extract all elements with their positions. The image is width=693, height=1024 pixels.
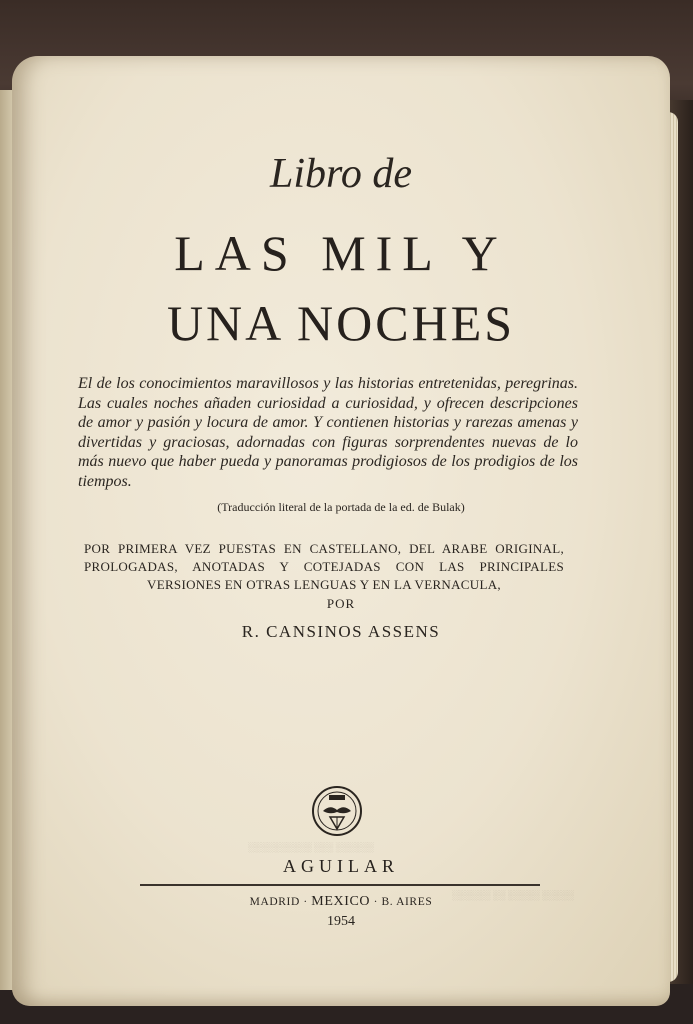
city-madrid: MADRID — [249, 896, 300, 908]
publication-year: 1954 — [327, 914, 355, 929]
publisher-name: AGUILAR — [283, 856, 399, 876]
publisher-emblem-icon — [310, 784, 364, 838]
divider-rule — [140, 884, 540, 886]
title-line-2: UNA NOCHES — [166, 295, 516, 351]
title-line-1: LAS MIL Y — [174, 225, 508, 281]
author-name: R. CANSINOS ASSENS — [241, 622, 441, 641]
translation-note: (Traducción literal de la portada de la ed. de Bulak) — [217, 500, 465, 514]
city-buenos-aires: B. AIRES — [381, 896, 433, 908]
description-text: El de los conocimientos maravillosos y las historias entretenidas, peregrinas. Las cuales noches añaden curiosidad a curiosidad, y ofrecen descripciones de amor y pasión y locura de amor. Y contienen historias y rarezas amenas y divertidas y graciosas, adornadas con figuras sorprendentes nuevas de lo más nuevo que haber pueda y panoramas prodigiosos de los prodigios de los tiempos. — [78, 375, 578, 490]
by-label: POR — [326, 596, 356, 611]
title-page — [12, 56, 670, 1006]
edition-statement: POR PRIMERA VEZ PUESTAS EN CASTELLANO, DEL ARABE ORIGINAL, PROLOGADAS, ANOTADAS Y COTEJADAS CON LAS PRINCIPALES VERSIONES EN OTRAS LENGUAS Y EN LA VERNACULA, — [84, 541, 564, 592]
city-mexico: MEXICO — [311, 894, 371, 909]
publisher-cities: MADRID · MEXICO · B. AIRES — [249, 894, 433, 909]
bleed-through-text: ░░░░░░ ░░ ░░░░░ ░░░░░ — [452, 890, 574, 900]
bleed-through-text: ░░░░░░░░░░ ░░░ ░░░░░░ — [248, 842, 374, 852]
title-prefix: Libro de — [270, 151, 412, 197]
